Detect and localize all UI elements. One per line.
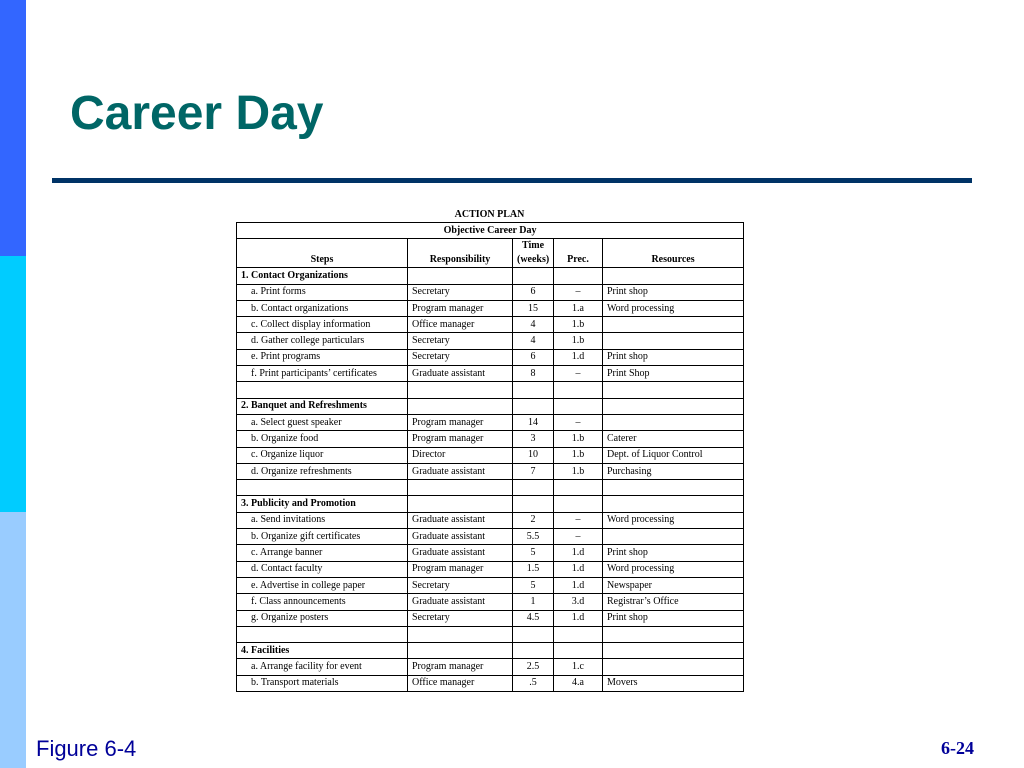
resources-cell (603, 659, 744, 675)
responsibility-cell: Office manager (408, 675, 513, 691)
resources-cell (603, 414, 744, 430)
resources-cell: Word processing (603, 300, 744, 316)
prec-cell: 1.b (554, 447, 603, 463)
empty-cell (603, 398, 744, 414)
time-cell: 5.5 (513, 529, 554, 545)
time-cell: 4 (513, 333, 554, 349)
empty-cell (408, 382, 513, 398)
objective-row (237, 223, 744, 239)
prec-cell: 1.a (554, 300, 603, 316)
step-cell: e. Print programs (237, 349, 408, 365)
prec-cell: – (554, 529, 603, 545)
resources-cell: Caterer (603, 431, 744, 447)
empty-cell (513, 626, 554, 642)
prec-cell: 1.b (554, 317, 603, 333)
resources-cell: Print shop (603, 349, 744, 365)
empty-cell (408, 496, 513, 512)
header-responsibility: Responsibility (408, 239, 513, 268)
time-cell: 6 (513, 284, 554, 300)
time-cell: 4.5 (513, 610, 554, 626)
section-header-row (237, 398, 744, 414)
time-cell: 10 (513, 447, 554, 463)
step-cell: f. Class announcements (237, 594, 408, 610)
responsibility-cell: Program manager (408, 414, 513, 430)
table-row (237, 349, 744, 365)
step-cell: e. Advertise in college paper (237, 577, 408, 593)
step-cell: c. Organize liquor (237, 447, 408, 463)
resources-cell (603, 333, 744, 349)
section-title: 3. Publicity and Promotion (237, 496, 408, 512)
time-cell: 1.5 (513, 561, 554, 577)
section-header-row (237, 496, 744, 512)
resources-cell: Word processing (603, 561, 744, 577)
empty-cell (603, 382, 744, 398)
empty-cell (237, 480, 408, 496)
responsibility-cell: Program manager (408, 561, 513, 577)
empty-cell (554, 268, 603, 284)
sidebar-segment-middle (0, 256, 26, 512)
table-row (237, 463, 744, 479)
empty-cell (408, 643, 513, 659)
time-cell: 8 (513, 366, 554, 382)
prec-cell: – (554, 284, 603, 300)
spacer-row (237, 382, 744, 398)
responsibility-cell: Graduate assistant (408, 545, 513, 561)
header-row (237, 239, 744, 268)
resources-cell: Print Shop (603, 366, 744, 382)
prec-cell: 1.d (554, 349, 603, 365)
title-divider (52, 178, 972, 183)
prec-cell: 1.b (554, 333, 603, 349)
table-body (237, 268, 744, 692)
header-resources: Resources (603, 239, 744, 268)
empty-cell (603, 480, 744, 496)
empty-cell (408, 268, 513, 284)
table-row (237, 414, 744, 430)
responsibility-cell: Program manager (408, 431, 513, 447)
header-prec: Prec. (554, 239, 603, 268)
time-cell: 15 (513, 300, 554, 316)
empty-cell (513, 382, 554, 398)
table-row (237, 594, 744, 610)
empty-cell (408, 398, 513, 414)
empty-cell (513, 480, 554, 496)
empty-cell (554, 480, 603, 496)
step-cell: g. Organize posters (237, 610, 408, 626)
prec-cell: 3.d (554, 594, 603, 610)
empty-cell (603, 643, 744, 659)
step-cell: b. Contact organizations (237, 300, 408, 316)
time-cell: 14 (513, 414, 554, 430)
table-row (237, 447, 744, 463)
empty-cell (603, 626, 744, 642)
resources-cell: Movers (603, 675, 744, 691)
resources-cell: Word processing (603, 512, 744, 528)
empty-cell (554, 496, 603, 512)
header-time (513, 239, 554, 268)
empty-cell (603, 268, 744, 284)
time-cell: 5 (513, 545, 554, 561)
responsibility-cell: Program manager (408, 659, 513, 675)
responsibility-cell: Graduate assistant (408, 463, 513, 479)
step-cell: d. Contact faculty (237, 561, 408, 577)
page-number: 6-24 (941, 738, 974, 758)
prec-cell: 1.d (554, 561, 603, 577)
header-time-line2: (weeks) (517, 254, 550, 266)
responsibility-cell: Office manager (408, 317, 513, 333)
table-row (237, 333, 744, 349)
section-header-row (237, 643, 744, 659)
empty-cell (554, 626, 603, 642)
prec-cell: 1.c (554, 659, 603, 675)
action-plan-table (236, 222, 744, 692)
resources-cell (603, 317, 744, 333)
table-row (237, 529, 744, 545)
table-row (237, 577, 744, 593)
responsibility-cell: Secretary (408, 333, 513, 349)
table-row (237, 675, 744, 691)
step-cell: a. Send invitations (237, 512, 408, 528)
empty-cell (237, 382, 408, 398)
table-row (237, 610, 744, 626)
resources-cell: Print shop (603, 610, 744, 626)
prec-cell: – (554, 512, 603, 528)
resources-cell: Registrar’s Office (603, 594, 744, 610)
empty-cell (513, 398, 554, 414)
resources-cell (603, 529, 744, 545)
table-caption: ACTION PLAN (454, 209, 525, 220)
resources-cell: Print shop (603, 545, 744, 561)
time-cell: 2 (513, 512, 554, 528)
empty-cell (554, 382, 603, 398)
step-cell: b. Transport materials (237, 675, 408, 691)
responsibility-cell: Secretary (408, 577, 513, 593)
step-cell: f. Print participants’ certificates (237, 366, 408, 382)
step-cell: a. Arrange facility for event (237, 659, 408, 675)
prec-cell: 1.b (554, 463, 603, 479)
step-cell: d. Organize refreshments (237, 463, 408, 479)
time-cell: 2.5 (513, 659, 554, 675)
empty-cell (513, 268, 554, 284)
figure-label: Figure 6-4 (36, 736, 137, 761)
resources-cell: Newspaper (603, 577, 744, 593)
step-cell: a. Select guest speaker (237, 414, 408, 430)
sidebar-accent-bar (0, 0, 26, 768)
resources-cell: Dept. of Liquor Control (603, 447, 744, 463)
resources-cell: Purchasing (603, 463, 744, 479)
prec-cell: 1.b (554, 431, 603, 447)
header-time-line1: Time (521, 240, 545, 252)
spacer-row (237, 626, 744, 642)
time-cell: 6 (513, 349, 554, 365)
step-cell: b. Organize gift certificates (237, 529, 408, 545)
time-cell: 3 (513, 431, 554, 447)
section-title: 2. Banquet and Refreshments (237, 398, 408, 414)
prec-cell: 1.d (554, 577, 603, 593)
step-cell: c. Collect display information (237, 317, 408, 333)
time-cell: .5 (513, 675, 554, 691)
objective-cell: Objective Career Day (237, 223, 744, 239)
table-row (237, 561, 744, 577)
time-cell: 5 (513, 577, 554, 593)
empty-cell (603, 496, 744, 512)
section-header-row (237, 268, 744, 284)
step-cell: b. Organize food (237, 431, 408, 447)
step-cell: d. Gather college particulars (237, 333, 408, 349)
sidebar-segment-bottom (0, 512, 26, 768)
responsibility-cell: Graduate assistant (408, 594, 513, 610)
step-cell: a. Print forms (237, 284, 408, 300)
table-row (237, 431, 744, 447)
empty-cell (554, 643, 603, 659)
prec-cell: – (554, 414, 603, 430)
prec-cell: 1.d (554, 545, 603, 561)
section-title: 4. Facilities (237, 643, 408, 659)
empty-cell (408, 626, 513, 642)
responsibility-cell: Graduate assistant (408, 366, 513, 382)
table-row (237, 512, 744, 528)
responsibility-cell: Secretary (408, 284, 513, 300)
table-row (237, 659, 744, 675)
slide-title: Career Day (70, 87, 324, 140)
empty-cell (513, 496, 554, 512)
table-row (237, 366, 744, 382)
prec-cell: 4.a (554, 675, 603, 691)
time-cell: 7 (513, 463, 554, 479)
resources-cell: Print shop (603, 284, 744, 300)
responsibility-cell: Secretary (408, 610, 513, 626)
responsibility-cell: Director (408, 447, 513, 463)
table-row (237, 545, 744, 561)
table-row (237, 284, 744, 300)
responsibility-cell: Graduate assistant (408, 512, 513, 528)
spacer-row (237, 480, 744, 496)
empty-cell (513, 643, 554, 659)
empty-cell (237, 626, 408, 642)
responsibility-cell: Program manager (408, 300, 513, 316)
table-row (237, 317, 744, 333)
table-row (237, 300, 744, 316)
prec-cell: – (554, 366, 603, 382)
step-cell: c. Arrange banner (237, 545, 408, 561)
responsibility-cell: Secretary (408, 349, 513, 365)
sidebar-segment-top (0, 0, 26, 256)
responsibility-cell: Graduate assistant (408, 529, 513, 545)
prec-cell: 1.d (554, 610, 603, 626)
empty-cell (408, 480, 513, 496)
action-plan-figure (236, 207, 743, 692)
section-title: 1. Contact Organizations (237, 268, 408, 284)
time-cell: 4 (513, 317, 554, 333)
empty-cell (554, 398, 603, 414)
time-cell: 1 (513, 594, 554, 610)
header-steps: Steps (237, 239, 408, 268)
